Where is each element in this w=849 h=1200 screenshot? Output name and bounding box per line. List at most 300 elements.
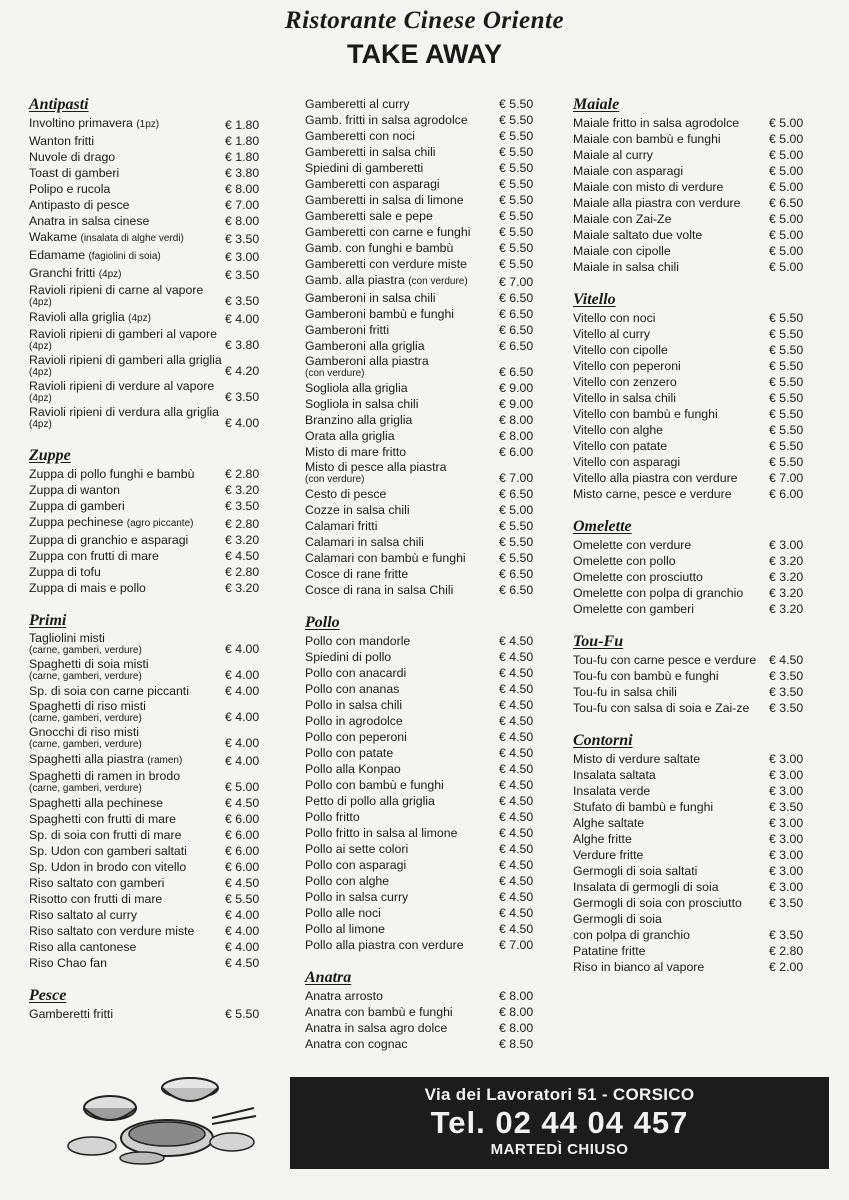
- item-name-block: [305, 566, 499, 582]
- item-price: € 5.00: [769, 228, 804, 242]
- menu-item: [29, 907, 265, 923]
- menu-item: [305, 338, 539, 354]
- menu-item: [29, 751, 265, 769]
- item-name: Tou-fu con bambù e funghi: [573, 669, 719, 683]
- item-name: Gamberetti in salsa di limone: [305, 193, 464, 207]
- item-name: Gamb. alla piastra: [305, 273, 405, 287]
- menu-item: [573, 310, 809, 326]
- item-price: € 4.50: [499, 922, 534, 936]
- item-name: Pollo fritto: [305, 810, 360, 824]
- item-name: Vitello in salsa chili: [573, 391, 676, 405]
- item-price: € 3.20: [225, 483, 260, 497]
- item-price: € 4.50: [499, 650, 534, 664]
- menu-item: [305, 841, 539, 857]
- header: [0, 6, 849, 70]
- menu-item: [29, 699, 265, 725]
- item-price: € 4.00: [225, 710, 260, 724]
- item-name-block: [305, 534, 499, 550]
- menu-item: [29, 353, 265, 379]
- item-price: € 5.50: [225, 1007, 260, 1021]
- item-name: Gamberetti con noci: [305, 129, 416, 143]
- item-name-block: [305, 460, 499, 486]
- item-name: Branzino alla griglia: [305, 413, 413, 427]
- item-price: € 5.50: [225, 892, 260, 906]
- menu-item: [573, 342, 809, 358]
- menu-item: [29, 939, 265, 955]
- item-name-block: [573, 863, 769, 879]
- item-price: € 5.50: [499, 113, 534, 127]
- item-name: Pollo con alghe: [305, 874, 390, 888]
- menu-item: [573, 470, 809, 486]
- item-price: € 4.00: [225, 642, 260, 656]
- item-name-block: [573, 310, 769, 326]
- item-name-block: [305, 112, 499, 128]
- menu-section-contorni: [573, 732, 809, 975]
- item-name: Gamberetti in salsa chili: [305, 145, 436, 159]
- item-name-block: [305, 502, 499, 518]
- item-name: Patatine fritte: [573, 944, 646, 958]
- item-subnote: (carne, gamberi, verdure): [29, 645, 142, 656]
- item-name: Edamame: [29, 248, 86, 262]
- menu-item: [573, 684, 809, 700]
- item-name-block: [305, 793, 499, 809]
- item-name-block: [305, 582, 499, 598]
- item-price: € 3.50: [769, 928, 804, 942]
- menu-item: [573, 243, 809, 259]
- item-price: € 6.50: [769, 196, 804, 210]
- menu-item: [29, 769, 265, 795]
- item-price: € 4.50: [499, 890, 534, 904]
- item-name-block: [573, 147, 769, 163]
- item-name: Alghe saltate: [573, 816, 645, 830]
- menu-item: [573, 390, 809, 406]
- item-price: € 5.50: [499, 519, 534, 533]
- item-name-block: [573, 406, 769, 422]
- item-subnote: (con verdure): [305, 368, 365, 379]
- item-name: Pollo al limone: [305, 922, 385, 936]
- item-name-block: [573, 767, 769, 783]
- item-name-block: [305, 354, 499, 380]
- menu-item: [29, 229, 265, 247]
- item-price: € 4.50: [499, 746, 534, 760]
- item-name-block: [305, 729, 499, 745]
- menu-item: [573, 115, 809, 131]
- item-name-block: [305, 96, 499, 112]
- item-price: € 4.50: [769, 653, 804, 667]
- menu-item: [573, 927, 809, 943]
- menu-item: [305, 444, 539, 460]
- item-name: Gamberoni fritti: [305, 323, 390, 337]
- menu-item: [29, 725, 265, 751]
- item-name: Gamb. con funghi e bambù: [305, 241, 454, 255]
- menu-item: [573, 585, 809, 601]
- item-name: Maiale con Zai-Ze: [573, 212, 672, 226]
- item-price: € 3.50: [769, 701, 804, 715]
- item-name-block: [29, 265, 225, 283]
- item-name-block: [29, 405, 225, 431]
- item-name-block: [305, 745, 499, 761]
- closing-day: MARTEDÌ CHIUSO: [490, 1141, 629, 1158]
- item-price: € 3.50: [769, 669, 804, 683]
- item-name: Zuppa di gamberi: [29, 499, 125, 513]
- item-name: Anatra in salsa agro dolce: [305, 1021, 448, 1035]
- menu-item: [305, 224, 539, 240]
- menu-item: [573, 374, 809, 390]
- menu-item: [305, 550, 539, 566]
- item-name: Vitello con noci: [573, 311, 656, 325]
- item-name-block: [305, 857, 499, 873]
- item-price: € 1.80: [225, 150, 260, 164]
- item-subnote: (4pz): [29, 341, 52, 352]
- item-name-block: [573, 195, 769, 211]
- item-price: € 6.00: [225, 860, 260, 874]
- item-name: Pollo con asparagi: [305, 858, 407, 872]
- item-name: Gamberetti con asparagi: [305, 177, 440, 191]
- item-price: € 8.50: [499, 1037, 534, 1051]
- menu-item: [305, 745, 539, 761]
- item-price: € 4.50: [499, 666, 534, 680]
- menu-item: [29, 657, 265, 683]
- item-name-block: [305, 322, 499, 338]
- menu-item: [29, 149, 265, 165]
- item-name-block: [305, 444, 499, 460]
- item-name: Gamberoni in salsa chili: [305, 291, 436, 305]
- item-price: € 4.50: [499, 810, 534, 824]
- menu-item: [29, 379, 265, 405]
- menu-section-anatra: [305, 969, 539, 1052]
- item-name: Gnocchi di riso misti: [29, 725, 140, 739]
- item-name-block: [29, 811, 225, 827]
- item-price: € 5.00: [769, 132, 804, 146]
- item-price: € 1.80: [225, 134, 260, 148]
- item-note: (ramen): [147, 755, 183, 766]
- item-price: € 4.00: [225, 312, 260, 326]
- menu-item: [573, 179, 809, 195]
- item-name-block: [305, 921, 499, 937]
- menu-item: [573, 147, 809, 163]
- item-name: Gamberoni alla piastra: [305, 354, 429, 368]
- item-price: € 5.50: [499, 177, 534, 191]
- item-price: € 5.00: [769, 116, 804, 130]
- menu-item: [29, 923, 265, 939]
- menu-item: [573, 700, 809, 716]
- item-price: € 6.50: [499, 567, 534, 581]
- item-name-block: [29, 891, 225, 907]
- item-name-block: [29, 1006, 225, 1022]
- item-price: € 8.00: [499, 1021, 534, 1035]
- item-name-block: [29, 657, 225, 683]
- menu-item: [573, 943, 809, 959]
- item-name: Pollo alle noci: [305, 906, 381, 920]
- item-subnote: (carne, gamberi, verdure): [29, 739, 142, 750]
- item-price: € 8.00: [225, 182, 260, 196]
- item-name: Insalata saltata: [573, 768, 656, 782]
- menu-item: [573, 879, 809, 895]
- item-name-block: [29, 197, 225, 213]
- item-name: Pollo con peperoni: [305, 730, 407, 744]
- menu-item: [305, 354, 539, 380]
- item-name: Riso saltato con verdure miste: [29, 924, 195, 938]
- item-name: Riso saltato con gamberi: [29, 876, 165, 890]
- menu-item: [305, 208, 539, 224]
- item-name: Calamari fritti: [305, 519, 378, 533]
- section-title: Pollo: [305, 614, 340, 631]
- item-price: € 3.50: [225, 268, 260, 282]
- item-name: Vitello con bambù e funghi: [573, 407, 718, 421]
- item-name: Spaghetti alla pechinese: [29, 796, 163, 810]
- menu-item: [305, 633, 539, 649]
- item-price: € 3.50: [769, 800, 804, 814]
- item-name-block: [573, 751, 769, 767]
- menu-item: [29, 482, 265, 498]
- item-name-block: [29, 859, 225, 875]
- item-name-block: [29, 149, 225, 165]
- item-name: Zuppa pechinese: [29, 515, 124, 529]
- item-name: Ravioli alla griglia: [29, 310, 125, 324]
- item-name-block: [305, 272, 499, 290]
- item-price: € 3.50: [225, 499, 260, 513]
- item-name-block: [305, 128, 499, 144]
- menu-item: [305, 697, 539, 713]
- item-name: Germogli di soia: [573, 912, 662, 926]
- item-name: Omelette con pollo: [573, 554, 676, 568]
- item-name: Ravioli ripieni di gamberi alla griglia: [29, 353, 222, 367]
- item-name-block: [29, 955, 225, 971]
- item-name: Calamari con bambù e funghi: [305, 551, 466, 565]
- item-name-block: [29, 229, 225, 247]
- item-price: € 6.50: [499, 323, 534, 337]
- menu-item: [29, 955, 265, 971]
- item-price: € 3.80: [225, 338, 260, 352]
- item-name-block: [29, 353, 225, 379]
- item-price: € 4.00: [225, 736, 260, 750]
- item-name: Zuppa di granchio e asparagi: [29, 533, 189, 547]
- item-name: Cozze in salsa chili: [305, 503, 410, 517]
- item-price: € 4.50: [499, 714, 534, 728]
- item-price: € 5.00: [769, 164, 804, 178]
- item-name: Gamberetti con verdure miste: [305, 257, 467, 271]
- item-name: Calamari in salsa chili: [305, 535, 424, 549]
- item-name-block: [573, 569, 769, 585]
- section-title: Primi: [29, 612, 67, 629]
- section-title: Omelette: [573, 518, 632, 535]
- item-name: Misto di verdure saltate: [573, 752, 701, 766]
- menu-item: [29, 197, 265, 213]
- menu-item: [305, 857, 539, 873]
- item-price: € 5.50: [499, 145, 534, 159]
- item-name: Tou-fu in salsa chili: [573, 685, 677, 699]
- item-name: Anatra con bambù e funghi: [305, 1005, 453, 1019]
- item-name-block: [305, 841, 499, 857]
- item-name-block: [29, 725, 225, 751]
- item-price: € 7.00: [499, 275, 534, 289]
- item-price: € 3.00: [769, 848, 804, 862]
- item-name-block: [305, 988, 499, 1004]
- item-price: € 5.50: [769, 327, 804, 341]
- menu-item: [305, 809, 539, 825]
- item-price: € 3.00: [769, 864, 804, 878]
- item-name: Sp. Udon in brodo con vitello: [29, 860, 187, 874]
- item-price: € 4.50: [499, 682, 534, 696]
- menu-item: [573, 815, 809, 831]
- menu-item: [305, 502, 539, 518]
- menu-item: [29, 514, 265, 532]
- item-name: Insalata di germogli di soia: [573, 880, 719, 894]
- item-name: Anatra in salsa cinese: [29, 214, 150, 228]
- item-name-block: [29, 498, 225, 514]
- item-name-block: [305, 224, 499, 240]
- item-name-block: [305, 550, 499, 566]
- menu-item: [573, 454, 809, 470]
- item-subnote: (carne, gamberi, verdure): [29, 783, 142, 794]
- item-name-block: [29, 683, 225, 699]
- item-price: € 6.50: [499, 339, 534, 353]
- item-name: Sp. Udon con gamberi saltati: [29, 844, 187, 858]
- item-name: Spaghetti di riso misti: [29, 699, 146, 713]
- item-name-block: [573, 911, 769, 927]
- item-name: Spiedini di pollo: [305, 650, 392, 664]
- menu-item: [305, 988, 539, 1004]
- item-name: Vitello alla piastra con verdure: [573, 471, 738, 485]
- item-price: € 5.50: [499, 535, 534, 549]
- item-price: € 6.50: [499, 291, 534, 305]
- item-subnote: (carne, gamberi, verdure): [29, 713, 142, 724]
- item-name-block: [29, 115, 225, 133]
- item-price: € 6.00: [225, 844, 260, 858]
- item-name: Maiale saltato due volte: [573, 228, 703, 242]
- item-name-block: [29, 213, 225, 229]
- menu-item: [305, 518, 539, 534]
- menu-item: [573, 438, 809, 454]
- menu-item: [305, 144, 539, 160]
- item-name-block: [29, 327, 225, 353]
- menu-item: [305, 1004, 539, 1020]
- item-name-block: [573, 131, 769, 147]
- item-name-block: [573, 342, 769, 358]
- item-name-block: [305, 428, 499, 444]
- menu-item: [29, 532, 265, 548]
- item-name: Vitello con asparagi: [573, 455, 681, 469]
- item-price: € 4.50: [499, 906, 534, 920]
- menu-item: [573, 553, 809, 569]
- item-name-block: [29, 482, 225, 498]
- item-name: Wakame: [29, 230, 78, 244]
- item-name: Zuppa di pollo funghi e bambù: [29, 467, 195, 481]
- item-name-block: [573, 163, 769, 179]
- item-name: Ravioli ripieni di verdure al vapore: [29, 379, 215, 393]
- menu-item: [305, 256, 539, 272]
- item-name: Anatra con cognac: [305, 1037, 408, 1051]
- item-price: € 4.50: [225, 549, 260, 563]
- item-name: Cosce di rane fritte: [305, 567, 409, 581]
- item-name-block: [305, 825, 499, 841]
- item-name: Riso alla cantonese: [29, 940, 137, 954]
- item-note: (fagiolini di soia): [88, 251, 161, 262]
- menu-item: [29, 133, 265, 149]
- item-price: € 7.00: [769, 471, 804, 485]
- item-name-block: [29, 133, 225, 149]
- menu-item: [305, 873, 539, 889]
- item-price: € 8.00: [499, 989, 534, 1003]
- item-name: Involtino primavera: [29, 116, 133, 130]
- item-price: € 4.50: [499, 794, 534, 808]
- section-title: Contorni: [573, 732, 633, 749]
- item-name: Pollo fritto in salsa al limone: [305, 826, 458, 840]
- item-price: € 4.50: [499, 698, 534, 712]
- menu-item: [573, 569, 809, 585]
- item-name: Zuppa con frutti di mare: [29, 549, 159, 563]
- item-name-block: [29, 939, 225, 955]
- menu-item: [29, 580, 265, 596]
- item-name: Pollo alla piastra con verdure: [305, 938, 464, 952]
- item-price: € 4.00: [225, 668, 260, 682]
- item-price: € 3.00: [769, 880, 804, 894]
- menu-item: [573, 227, 809, 243]
- menu-item: [573, 895, 809, 911]
- item-name-block: [305, 380, 499, 396]
- item-price: € 5.50: [499, 209, 534, 223]
- menu-section-pesce: [29, 987, 265, 1022]
- item-price: € 3.00: [769, 816, 804, 830]
- item-name-block: [29, 564, 225, 580]
- item-price: € 5.50: [499, 257, 534, 271]
- item-price: € 5.50: [769, 439, 804, 453]
- item-price: € 3.80: [225, 166, 260, 180]
- item-name: Ravioli ripieni di gamberi al vapore: [29, 327, 217, 341]
- item-name-block: [29, 247, 225, 265]
- item-name: Antipasto di pesce: [29, 198, 130, 212]
- menu-item: [305, 160, 539, 176]
- item-name: Zuppa di wanton: [29, 483, 120, 497]
- section-title: Pesce: [29, 987, 67, 1004]
- item-name: Gamberetti al curry: [305, 97, 410, 111]
- section-title: Vitello: [573, 291, 616, 308]
- menu-item: [305, 396, 539, 412]
- menu-item: [305, 534, 539, 550]
- item-name: Maiale con cipolle: [573, 244, 671, 258]
- menu-item: [305, 412, 539, 428]
- menu-item: [305, 905, 539, 921]
- item-name-block: [305, 240, 499, 256]
- section-title: Maiale: [573, 96, 620, 113]
- menu-item: [305, 825, 539, 841]
- item-name-block: [305, 208, 499, 224]
- item-name-block: [573, 927, 769, 943]
- item-name: Tou-fu con carne pesce e verdure: [573, 653, 757, 667]
- item-name-block: [305, 889, 499, 905]
- item-name-block: [573, 831, 769, 847]
- item-note: (insalata di alghe verdi): [80, 233, 184, 244]
- item-name-block: [573, 652, 769, 668]
- item-price: € 5.50: [769, 391, 804, 405]
- menu-section-primi: [29, 612, 265, 971]
- item-name: Pollo con ananas: [305, 682, 400, 696]
- menu-item: [573, 959, 809, 975]
- item-price: € 2.80: [225, 565, 260, 579]
- item-name: Riso Chao fan: [29, 956, 107, 970]
- item-name: Vitello con cipolle: [573, 343, 668, 357]
- menu-item: [305, 176, 539, 192]
- menu-item: [305, 566, 539, 582]
- item-price: € 7.00: [499, 471, 534, 485]
- menu-item: [29, 181, 265, 197]
- item-name: Spaghetti alla piastra: [29, 752, 144, 766]
- item-name: Riso saltato al curry: [29, 908, 137, 922]
- item-name: Spaghetti con frutti di mare: [29, 812, 176, 826]
- item-name: Vitello con patate: [573, 439, 668, 453]
- item-price: € 4.50: [499, 842, 534, 856]
- item-name-block: [29, 165, 225, 181]
